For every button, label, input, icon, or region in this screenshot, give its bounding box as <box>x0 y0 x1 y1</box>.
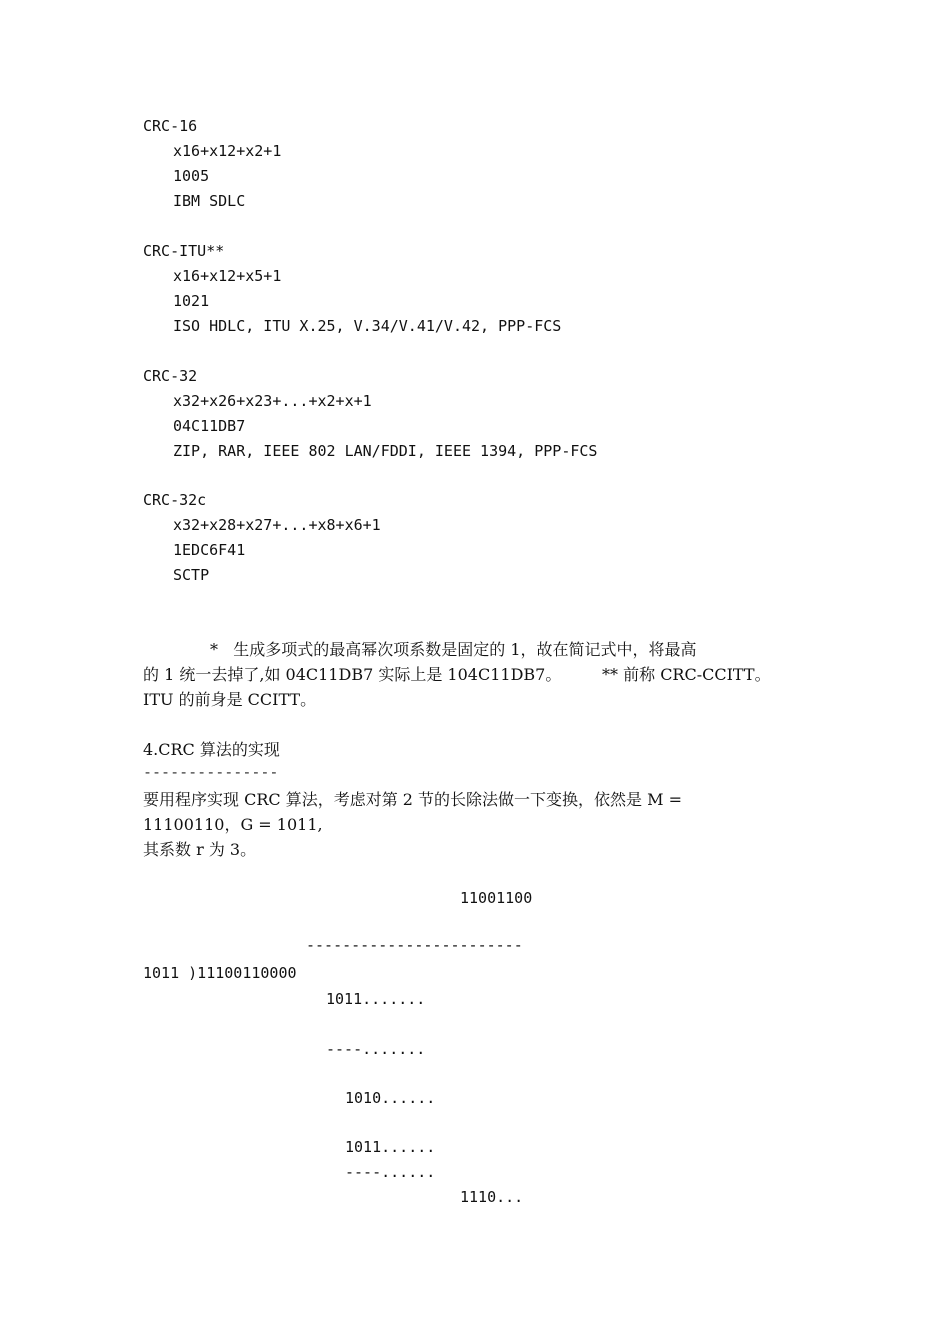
crcitu-poly: x16+x12+x5+1 <box>173 267 282 285</box>
division-dividend: 1011 )11100110000 <box>143 964 297 982</box>
crc32-hex: 04C11DB7 <box>173 417 246 435</box>
crc32-poly: x32+x26+x23+...+x2+x+1 <box>173 392 372 410</box>
section-title: 4.CRC 算法的实现 <box>143 740 280 759</box>
section-rule: --------------- <box>143 763 279 781</box>
crc32-name: CRC-32 <box>143 367 198 385</box>
crc16-poly: x16+x12+x2+1 <box>173 142 282 160</box>
division-bar: ------------------------ <box>306 936 523 954</box>
note-line-1: * 生成多项式的最高幂次项系数是固定的 1，故在简记式中，将最高 <box>210 640 697 659</box>
crcitu-name: CRC-ITU** <box>143 242 225 260</box>
note-line-3: ITU 的前身是 CCITT。 <box>143 690 317 709</box>
division-step-3: 1010...... <box>345 1089 436 1107</box>
division-step-5: ----...... <box>345 1163 436 1181</box>
crcitu-uses: ISO HDLC, ITU X.25, V.34/V.41/V.42, PPP-FCS <box>173 317 562 335</box>
section-para-1: 要用程序实现 CRC 算法，考虑对第 2 节的长除法做一下变换，依然是 M = <box>143 790 683 809</box>
division-quotient: 11001100 <box>460 889 533 907</box>
crc32c-hex: 1EDC6F41 <box>173 541 246 559</box>
division-step-6: 1110... <box>460 1188 524 1206</box>
crc32-uses: ZIP, RAR, IEEE 802 LAN/FDDI, IEEE 1394, PPP-FCS <box>173 442 598 460</box>
crcitu-hex: 1021 <box>173 292 210 310</box>
crc16-name: CRC-16 <box>143 117 198 135</box>
crc32c-uses: SCTP <box>173 566 210 584</box>
crc32c-name: CRC-32c <box>143 491 207 509</box>
section-para-2: 11100110，G = 1011, <box>143 815 323 834</box>
division-step-4: 1011...... <box>345 1138 436 1156</box>
section-para-3: 其系数 r 为 3。 <box>143 840 257 859</box>
crc16-uses: IBM SDLC <box>173 192 246 210</box>
note-line-2: 的 1 统一去掉了,如 04C11DB7 实际上是 104C11DB7。 ** 前称 CRC-CCITT。 <box>143 665 771 684</box>
crc32c-poly: x32+x28+x27+...+x8+x6+1 <box>173 516 381 534</box>
division-step-1: 1011....... <box>326 990 426 1008</box>
crc16-hex: 1005 <box>173 167 210 185</box>
division-step-2: ----....... <box>326 1040 426 1058</box>
